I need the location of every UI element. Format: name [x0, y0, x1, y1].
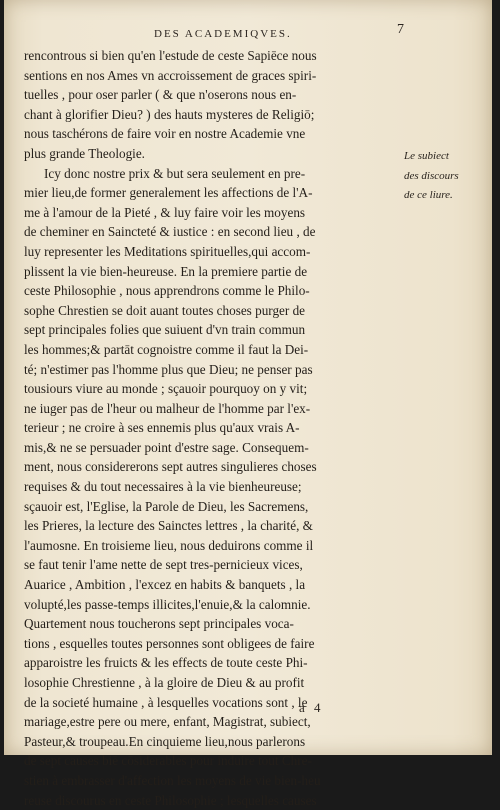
text-line: chant à glorifier Dieu? ) des hauts mysteres de Religiō;	[24, 106, 315, 122]
text-line: tions , esquelles toutes personnes sont obligees de faire	[24, 635, 315, 651]
text-line: té; n'estimer pas l'homme plus que Dieu; ne penser pas	[24, 361, 313, 377]
text-line: requises & du tout necessaires à la vie bienheureuse;	[24, 479, 302, 495]
text-line: plissent la vie bien-heureuse. En la premiere partie de	[24, 263, 308, 279]
signature-mark: a 4	[299, 700, 324, 715]
margin-note: des discours	[404, 169, 459, 182]
text-line: de la societé humaine , à lesquelles vocations sont , le	[24, 694, 308, 710]
text-line: rencontrous si bien qu'en l'estude de ceste Sapiēce nous	[24, 48, 317, 63]
text-line: l'aumosne. En troisieme lieu, nous deduirons comme il	[24, 537, 314, 553]
text-line: plus grande Theologie.	[24, 145, 145, 161]
text-line: Quartement nous toucherons sept principales voca-	[24, 616, 294, 632]
text-line: apparoistre les fruicts & les effects de toute ceste Phi-	[24, 655, 308, 671]
text-line: Icy donc nostre prix & but sera seulement en pre-	[44, 165, 306, 181]
text-line: nous taschérons de faire voir en nostre Academie vne	[24, 126, 306, 142]
text-line: volupté,les passe-temps illicites,l'enuie,& la calomnie.	[24, 596, 311, 612]
text-line: terieur ; ne croire à ses ennemis plus qu'aux vrais A-	[24, 420, 300, 436]
text-line: ceste Philosophie , nous apprendrons comme le Philo-	[24, 283, 310, 299]
text-line: se faut tenir l'ame nette de sept tres-pernicieux vices,	[24, 557, 303, 573]
text-line: sept principales folies que suiuent d'vn train commun	[24, 322, 306, 338]
text-line: sophe Chrestien se doit auant toutes choses purger de	[24, 302, 306, 318]
text-line: me à l'amour de la Pieté , & luy faire voir les moyens	[24, 204, 306, 220]
text-line: tousiours viure au monde ; sçauoir pourquoy on y vit;	[24, 381, 308, 397]
text-line: les hommes;& partāt cognoistre comme il faut la Dei-	[24, 341, 309, 357]
text-line: de sept causes biē cōsiderables pour induire tout Chre-	[24, 753, 312, 769]
text-line: ment, nous considererons sept autres singulieres choses	[24, 459, 317, 475]
text-line: Pasteur,& troupeau.En cinquieme lieu,nous parlerons	[24, 733, 306, 749]
text-line: sçauoir est, l'Eglise, la Parole de Dieu, les Sacremens,	[24, 498, 309, 514]
text-line: stien à embrasser d'affection les moyens de vie bien-heu	[24, 772, 321, 788]
text-line: Auarice , Ambition , l'excez en habits & banquets , la	[24, 577, 306, 593]
margin-note: Le subiect	[404, 150, 449, 162]
margin-note: de ce liure.	[404, 189, 453, 202]
text-line: losophie Chrestienne , à la gloire de Dieu & au profit	[24, 675, 305, 690]
main-text-block	[24, 46, 400, 810]
text-line: luy representer les Meditations spirituelles,qui accom-	[24, 243, 311, 259]
book-page	[4, 0, 492, 808]
text-line: mis,& ne se persuader point d'estre sage. Consequem-	[24, 439, 309, 455]
running-head: DES ACADEMIQVES.	[154, 28, 292, 40]
page-number: 7	[397, 22, 404, 37]
text-line: reuse discourus en ceste Philosophie ; lesquelles causes	[24, 792, 317, 808]
text-line: les Prieres, la lecture des Sainctes lettres , la charité, &	[24, 518, 313, 534]
text-line: sentions en nos Ames vn accroissement de graces spiri-	[24, 67, 317, 83]
text-line: tuelles , pour oser parler ( & que n'oserons nous en-	[24, 87, 297, 103]
text-line: mier lieu,de former generalement les affections de l'A-	[24, 185, 313, 201]
text-line: de cheminer en Saincteté & iustice : en second lieu , de	[24, 224, 316, 240]
page-header	[4, 22, 492, 42]
text-line: ne iuger pas de l'heur ou malheur de l'homme par l'ex-	[24, 400, 311, 416]
text-line: mariage,estre pere ou mere, enfant, Magistrat, subiect,	[24, 714, 311, 730]
